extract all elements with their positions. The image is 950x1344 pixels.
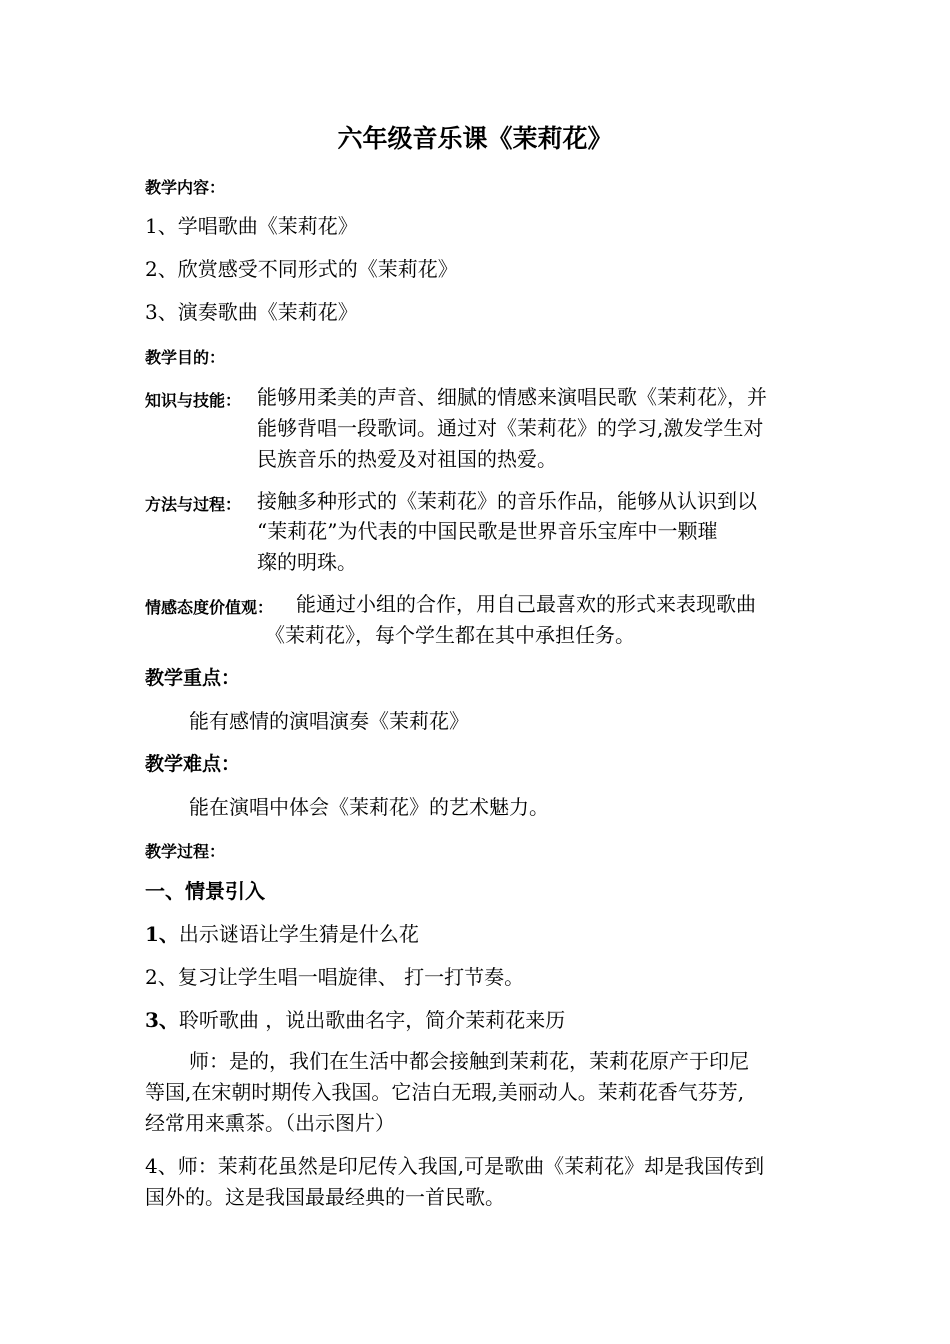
teacher-para-line-2: 等国,在宋朝时期传入我国。它洁白无瑕,美丽动人。茉莉花香气芬芳, [145, 1080, 745, 1104]
goal-emotion-line-2: 《茉莉花》，每个学生都在其中承担任务。 [265, 623, 635, 647]
step-4-line-2: 国外的。这是我国最最经典的一首民歌。 [145, 1185, 505, 1209]
content-heading: 教学内容： [145, 178, 226, 197]
goal-method-line-3: 璨的明珠。 [257, 550, 357, 574]
goal-method-label: 方法与过程： [145, 495, 242, 514]
section-1-heading: 一、情景引入 [145, 879, 265, 903]
step-2-text: 复习让学生唱一唱旋律、 打一打节奏。 [177, 965, 525, 989]
process-heading: 教学过程： [145, 842, 226, 861]
goal-emotion-label: 情感态度价值观： [145, 598, 274, 617]
difficulty-heading: 教学难点： [145, 753, 241, 775]
goal-method-line-1: 接触多种形式的《茉莉花》的音乐作品，能够从认识到以 [257, 489, 757, 513]
step-2-number: 2、 [145, 965, 178, 989]
goal-emotion-line-1: 能通过小组的合作，用自己最喜欢的形式来表现歌曲 [296, 592, 756, 616]
goals-heading: 教学目的： [145, 348, 226, 367]
step-1-text: 出示谜语让学生猜是什么花 [178, 922, 419, 946]
difficulty-text: 能在演唱中体会《茉莉花》的艺术魅力。 [189, 795, 549, 819]
document-title: 六年级音乐课《茉莉花》 [337, 124, 613, 153]
goal-knowledge-line-3: 民族音乐的热爱及对祖国的热爱。 [257, 447, 557, 471]
step-3-number: 3、 [145, 1008, 179, 1032]
key-text: 能有感情的演唱演奏《茉莉花》 [189, 709, 469, 733]
key-heading: 教学重点： [145, 667, 241, 689]
content-item-3: 3、演奏歌曲《茉莉花》 [145, 300, 358, 324]
content-item-1: 1、学唱歌曲《茉莉花》 [145, 214, 358, 238]
teacher-para-line-1: 师：是的，我们在生活中都会接触到茉莉花，茉莉花原产于印尼 [189, 1049, 749, 1073]
teacher-para-line-3: 经常用来熏茶。（出示图片） [145, 1111, 395, 1135]
step-1-number: 1、 [145, 922, 179, 946]
step-4-line-1: 4、师：茉莉花虽然是印尼传入我国,可是歌曲《茉莉花》却是我国传到 [145, 1154, 765, 1178]
goal-knowledge-line-1: 能够用柔美的声音、细腻的情感来演唱民歌《茉莉花》，并 [257, 385, 767, 409]
step-1 [145, 922, 419, 946]
goal-knowledge-label: 知识与技能： [145, 391, 242, 410]
step-3-text: 聆听歌曲 ，说出歌曲名字，简介茉莉花来历 [178, 1008, 566, 1032]
step-2 [145, 965, 524, 989]
content-item-2: 2、欣赏感受不同形式的《茉莉花》 [145, 257, 458, 281]
goal-knowledge-line-2: 能够背唱一段歌词。通过对《茉莉花》的学习,激发学生对 [257, 416, 764, 440]
goal-method-line-2: “茉莉花”为代表的中国民歌是世界音乐宝库中一颗璀 [257, 519, 718, 543]
step-3 [145, 1008, 565, 1032]
